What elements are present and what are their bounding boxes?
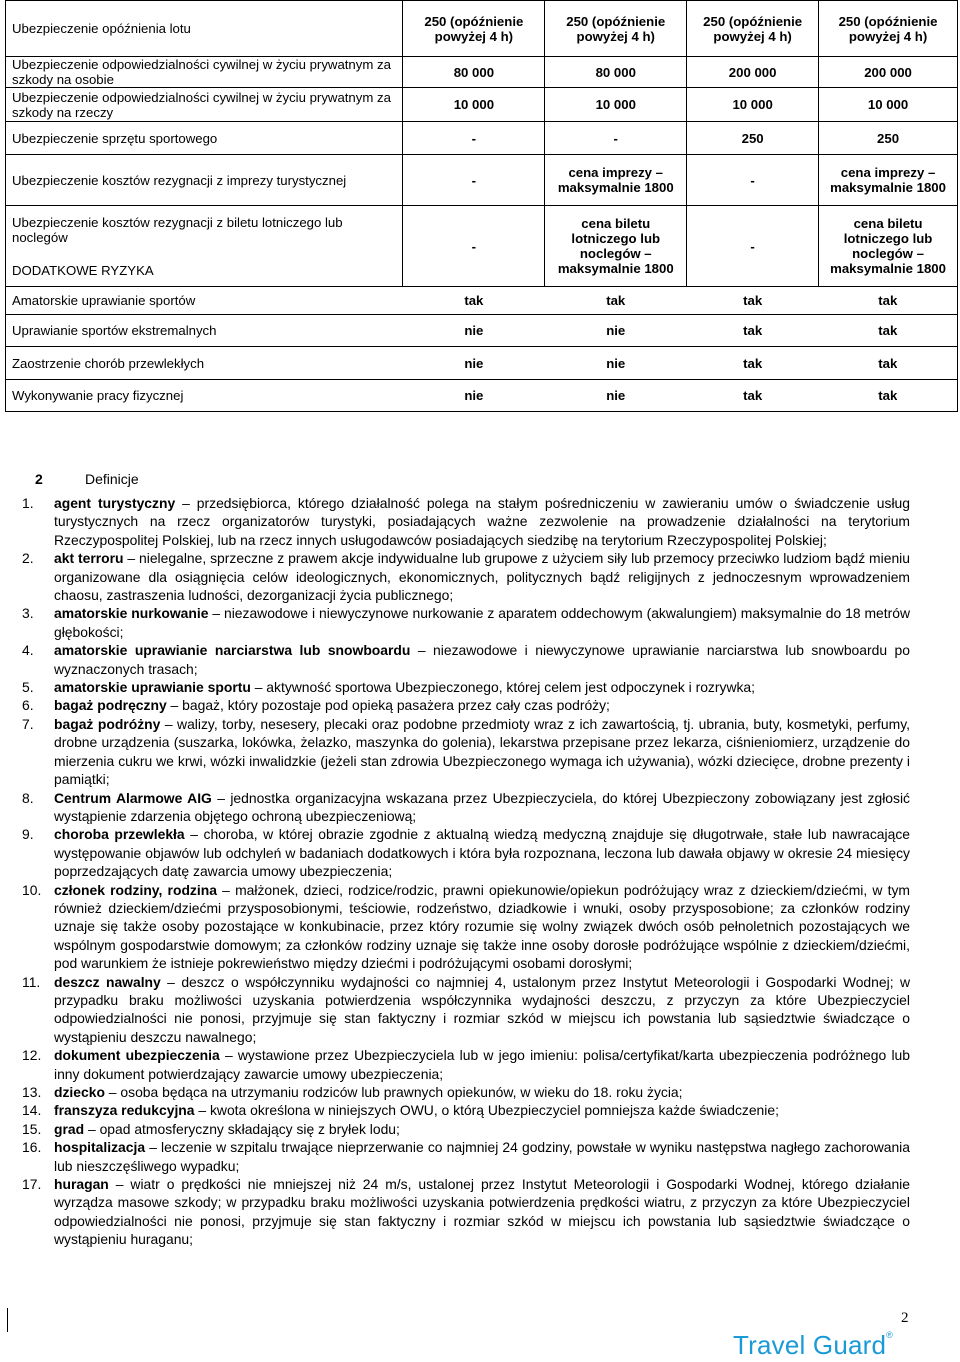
section-label-dodatkowe-ryzyka: DODATKOWE RYZYKA	[12, 262, 154, 278]
definition-term: agent turystyczny	[54, 495, 176, 511]
definition-item: 3. amatorskie nurkowanie – niezawodowe i niewyczynowe nurkowanie z aparatem oddechowym (akwalungiem) maksymalnie do 18 metrów głębokości;	[22, 605, 910, 640]
definition-number: 13.	[22, 1084, 42, 1100]
definition-item: 8. Centrum Alarmowe AIG – jednostka organizacyjna wskazana przez Ubezpieczyciela, do której Ubezpieczony zobowiązany jest zgłosić wystąpienie zdarzenia objętego ochroną ubezpieczeniową;	[22, 789, 911, 824]
cell-value: -	[687, 155, 819, 206]
definition-number: 5.	[22, 679, 34, 696]
cell-value: nie	[403, 315, 545, 347]
definition-term: dokument ubezpieczenia	[54, 1047, 220, 1064]
definition-item: 5. amatorskie uprawianie sportu – aktywność sportowa Ubezpieczonego, której celem jest odpoczynek i rozrywka;	[22, 679, 756, 696]
definition-term: amatorskie uprawianie sportu	[54, 679, 251, 696]
definition-number: 14.	[22, 1102, 42, 1119]
cell-value: 200 000	[687, 57, 819, 88]
cell-value: 250 (opóźnienie powyżej 4 h)	[687, 1, 819, 57]
section-heading	[35, 471, 139, 487]
table-row	[6, 315, 958, 347]
definition-text: wiatr o prędkości nie mniejszej niż 24 m/s, ustalonej przez Instytut Meteorologii i Gospodarki Wodnej, którego działanie wyrządza masowe szkody; w przypadku braku możliwości uzyskania potwierdzenia prędkości wiatru, z przyczyn za które Ubezpieczyciel odpowiedzialności nie ponosi, przyjmuje się stan faktyczny i rozmiar szkód w miejscu ich powstania lub sąsiedztwie świadczące o wystąpieniu huraganu;	[54, 1176, 910, 1248]
table-row	[6, 380, 958, 412]
definition-term: choroba przewlekła	[54, 826, 185, 843]
definition-number: 4.	[22, 642, 34, 659]
definition-term: franszyza redukcyjna	[54, 1102, 195, 1119]
coverage-table	[5, 0, 958, 412]
cell-value: tak	[687, 287, 819, 315]
cell-value: -	[545, 122, 687, 155]
definition-text: niezawodowe i niewyczynowe uprawianie narciarstwa lub snowboardu po wyznaczonych trasach;	[54, 642, 910, 677]
definition-text: jednostka organizacyjna wskazana przez Ubezpieczyciela, do której Ubezpieczony zobowiązany jest zgłosić wystąpienie zdarzenia objętego ochroną ubezpieczeniową;	[54, 789, 911, 824]
definition-item: 4. amatorskie uprawianie narciarstwa lub snowboardu – niezawodowe i niewyczynowe uprawianie narciarstwa lub snowboardu po wyznaczonych trasach;	[22, 642, 910, 677]
cell-value: tak	[819, 347, 958, 380]
definition-term: dziecko	[54, 1084, 105, 1100]
cell-value: nie	[545, 380, 687, 412]
definition-text: opad atmosferyczny składający się z bryłek lodu;	[99, 1120, 400, 1137]
definition-text: leczenie w szpitalu trwające nieprzerwanie co najmniej 24 godziny, powstałe w wyniku następstwa nagłego zachorowania lub nieszczęśliwego wypadku;	[54, 1139, 910, 1174]
definition-number: 6.	[22, 697, 34, 714]
cell-value: tak	[545, 287, 687, 315]
cell-value: cena biletu lotniczego lub noclegów – maksymalnie 1800	[819, 206, 958, 287]
definition-term: Centrum Alarmowe AIG	[54, 789, 212, 806]
definition-text: deszcz o współczynniku wydajności co najmniej 4, ustalonym przez Instytut Meteorologii i Gospodarki Wodnej; w przypadku braku możliwości uzyskania potwierdzenia współczynnika wydajności deszczu, z przyczyn za które Ubezpieczyciel odpowiedzialności nie ponosi, przyjmuje się stan faktyczny i rozmiar szkód w miejscu ich powstania lub sąsiedztwie świadczące o wystąpieniu deszczu nawalnego;	[54, 973, 910, 1045]
definition-term: hospitalizacja	[54, 1139, 146, 1156]
definition-term: huragan	[54, 1176, 109, 1193]
definition-text: nielegalne, sprzeczne z prawem akcje indywidualne lub grupowe z użyciem siły lub przemocy przeciwko ludziom bądź mieniu organizowane dla osiągnięcia celów ideologicznych, ekonomicznych, politycznych bądź religijnych z jednoczesnym wprowadzeniem chaosu, zastraszenia ludności, dezorganizacji życia publicznego;	[54, 550, 910, 604]
table-row	[6, 347, 958, 380]
definition-number: 3.	[22, 605, 34, 622]
cell-value: -	[403, 206, 545, 287]
registered-mark: ®	[886, 1330, 894, 1340]
definition-number: 9.	[22, 826, 34, 843]
definition-item: 11. deszcz nawalny – deszcz o współczynniku wydajności co najmniej 4, ustalonym przez Instytut Meteorologii i Gospodarki Wodnej; w przypadku braku możliwości uzyskania potwierdzenia współczynnika wydajności deszczu, z przyczyn za które Ubezpieczyciel odpowiedzialności nie ponosi, przyjmuje się stan faktyczny i rozmiar szkód w miejscu ich powstania lub sąsiedztwie świadczące o wystąpieniu deszczu nawalnego;	[22, 973, 910, 1045]
definition-number: 12.	[22, 1047, 42, 1064]
definition-text: kwota określona w niniejszych OWU, o którą Ubezpieczyciel pomniejsza każde świadczenie;	[209, 1102, 779, 1119]
cell-value: -	[403, 122, 545, 155]
cell-value: tak	[687, 380, 819, 412]
row-label: Ubezpieczenie sprzętu sportowego	[6, 122, 403, 155]
cell-value: 10 000	[403, 88, 545, 122]
page-number: 2	[901, 1310, 909, 1326]
definition-term: członek rodziny, rodzina	[54, 881, 217, 898]
definition-number: 17.	[22, 1176, 42, 1193]
definition-number: 11.	[22, 973, 41, 990]
travel-guard-logo	[733, 1330, 893, 1361]
definitions-list	[10, 494, 910, 1249]
definition-item: 2. akt terroru – nielegalne, sprzeczne z prawem akcje indywidualne lub grupowe z użyciem siły lub przemocy przeciwko ludziom bądź mieniu organizowane dla osiągnięcia celów ideologicznych, ekonomicznych, politycznych bądź religijnych z jednoczesnym wprowadzeniem chaosu, zastraszenia ludności, dezorganizacji życia publicznego;	[22, 550, 910, 604]
definition-item: 17. huragan – wiatr o prędkości nie mniejszej niż 24 m/s, ustalonej przez Instytut Meteorologii i Gospodarki Wodnej, którego działanie wyrządza masowe szkody; w przypadku braku możliwości uzyskania potwierdzenia prędkości wiatru, z przyczyn za które Ubezpieczyciel odpowiedzialności nie ponosi, przyjmuje się stan faktyczny i rozmiar szkód w miejscu ich powstania lub sąsiedztwie świadczące o wystąpieniu huraganu;	[22, 1176, 910, 1248]
definition-item: 12. dokument ubezpieczenia – wystawione przez Ubezpieczyciela lub w jego imieniu: polisa/certyfikat/karta ubezpieczenia podróżnego lub inny dokument potwierdzający zawarcie umowy ubezpieczenia;	[22, 1047, 910, 1082]
cell-value: 200 000	[819, 57, 958, 88]
definition-item: 10. członek rodziny, rodzina – małżonek, dzieci, rodzice/rodzic, prawni opiekunowie/opiekun podróżujący wraz z dzieckiem/dziećmi, w tym również dzieckiem/dziećmi przysposobionymi, teściowie, rodzeństwo, dziadkowie i wnuki, osoby przysposobione; za członków rodziny uznaje się także osoby pozostające w konkubinacie, przez który rozumie się wolny związek dwóch osób pełnoletnich pozostających we wspólnym gospodarstwie domowym; za członków rodziny uznaje się także inne osoby dorosłe podróżujące wspólnie z dzieckiem/dziećmi, pod warunkiem że istnieje pokrewieństwo między dziećmi i podróżującymi osobami dorosłymi;	[22, 881, 911, 972]
table-row	[6, 155, 958, 206]
definition-item: 14. franszyza redukcyjna – kwota określona w niniejszych OWU, o którą Ubezpieczyciel pomniejsza każde świadczenie;	[22, 1102, 779, 1119]
definition-text: małżonek, dzieci, rodzice/rodzic, prawni opiekunowie/opiekun podróżujący wraz z dzieckiem/dziećmi, w tym również dzieckiem/dziećmi przysposobionymi, teściowie, rodzeństwo, dziadkowie i wnuki, osoby przysposobione; za członków rodziny uznaje się także osoby pozostające w konkubinacie, przez który rozumie się wolny związek dwóch osób pełnoletnich pozostających we wspólnym gospodarstwie domowym; za członków rodziny uznaje się także inne osoby dorosłe podróżujące wspólnie z dzieckiem/dziećmi, pod warunkiem że istnieje pokrewieństwo między dziećmi i podróżującymi osobami dorosłymi;	[54, 881, 911, 972]
definition-text: walizy, torby, nesesery, plecaki oraz podobne przedmioty wraz z ich zawartością, tj. ubrania, buty, kosmetyki, perfumy, drobne urządzenia (suszarka, lokówka, żelazko, maszynka do golenia), lekarstwa przepisane przez lekarza, ciśnieniomierz, urządzenie do mierzenia cukru we krwi, wózki inwalidzkie (jeżeli stan zdrowia Ubezpieczonego wymaga ich używania), wózki dziecięce, drobne prezenty i pamiątki;	[54, 715, 910, 788]
cell-value: nie	[545, 315, 687, 347]
section-number: 2	[35, 471, 43, 487]
cell-value: 250 (opóźnienie powyżej 4 h)	[403, 1, 545, 57]
definition-text: niezawodowe i niewyczynowe nurkowanie z aparatem oddechowym (akwalungiem) maksymalnie do 18 metrów głębokości;	[54, 605, 910, 640]
definition-number: 8.	[22, 789, 34, 806]
cell-value: 250 (opóźnienie powyżej 4 h)	[819, 1, 958, 57]
definition-term: bagaż podręczny	[54, 697, 167, 714]
definition-number: 7.	[22, 715, 34, 732]
definition-term: bagaż podróżny	[54, 715, 161, 732]
cell-value: tak	[687, 315, 819, 347]
table-row	[6, 206, 958, 287]
definition-number: 2.	[22, 550, 34, 567]
definition-number: 15.	[22, 1120, 42, 1137]
definition-text: choroba, w której obrazie zgodnie z aktualną wiedzą medyczną znajduje się długotrwałe, stałe lub nawracające występowanie objawów lub odchyleń w badaniach dodatkowych i która była rozpoznana, leczona lub dawała objawy w okresie 24 miesięcy poprzedzających datę zawarcia umowy ubezpieczenia;	[54, 826, 910, 880]
definition-text: wystawione przez Ubezpieczyciela lub w jego imieniu: polisa/certyfikat/karta ubezpieczenia podróżnego lub inny dokument potwierdzający zawarcie umowy ubezpieczenia;	[54, 1047, 910, 1082]
definition-item: 7. bagaż podróżny – walizy, torby, nesesery, plecaki oraz podobne przedmioty wraz z ich zawartością, tj. ubrania, buty, kosmetyki, perfumy, drobne urządzenia (suszarka, lokówka, żelazko, maszynka do golenia), lekarstwa przepisane przez lekarza, ciśnieniomierz, urządzenie do mierzenia cukru we krwi, wózki inwalidzkie (jeżeli stan zdrowia Ubezpieczonego wymaga ich używania), wózki dziecięce, drobne prezenty i pamiątki;	[22, 715, 910, 788]
definition-term: deszcz nawalny	[54, 973, 161, 990]
cell-value: tak	[687, 347, 819, 380]
section-title: Definicje	[85, 471, 139, 487]
table-row	[6, 57, 958, 88]
row-label: Ubezpieczenie odpowiedzialności cywilnej w życiu prywatnym za szkody na rzeczy	[6, 88, 403, 122]
definition-term: amatorskie nurkowanie	[54, 605, 209, 622]
cell-value: tak	[819, 287, 958, 315]
definition-term: akt terroru	[54, 550, 124, 567]
definition-item: 1. agent turystyczny – przedsiębiorca, którego działalność polega na stałym pośredniczeniu w zawieraniu umów o świadczenie usług turystycznych na rzecz organizatorów turystyki, posiadających ważne zezwolenie na prowadzenie działalności na terytorium Rzeczypospolitej Polskiej, lub na rzecz innych usługodawców posiadających siedzibę na terytorium Rzeczypospolitej Polskiej;	[22, 495, 911, 548]
table-row	[6, 88, 958, 122]
definition-text: osoba będąca na utrzymaniu rodziców lub prawnych opiekunów, w wieku do 18. roku życia;	[120, 1084, 683, 1100]
definition-number: 16.	[22, 1139, 42, 1156]
definition-text: przedsiębiorca, którego działalność polega na stałym pośredniczeniu w zawieraniu umów o świadczenie usług turystycznych na rzecz organizatorów turystyki, posiadających ważne zezwolenie na prowadzenie działalności na terytorium Rzeczypospolitej Polskiej, lub na rzecz innych usługodawców posiadających siedzibę na terytorium Rzeczypospolitej Polskiej;	[54, 495, 911, 548]
row-label: Uprawianie sportów ekstremalnych	[6, 315, 403, 347]
table-row	[6, 1, 958, 57]
cell-value: cena imprezy – maksymalnie 1800	[545, 155, 687, 206]
definition-item: 6. bagaż podręczny – bagaż, który pozostaje pod opieką pasażera przez cały czas podróży;	[22, 697, 610, 714]
cell-value: 250	[819, 122, 958, 155]
cell-value: tak	[403, 287, 545, 315]
definition-item: 9. choroba przewlekła – choroba, w której obrazie zgodnie z aktualną wiedzą medyczną znajduje się długotrwałe, stałe lub nawracające występowanie objawów lub odchyleń w badaniach dodatkowych i która była rozpoznana, leczona lub dawała objawy w okresie 24 miesięcy poprzedzających datę zawarcia umowy ubezpieczenia;	[22, 826, 910, 880]
cell-value: cena imprezy – maksymalnie 1800	[819, 155, 958, 206]
cell-value: tak	[819, 315, 958, 347]
cell-value: tak	[819, 380, 958, 412]
row-label: Ubezpieczenie kosztów rezygnacji z imprezy turystycznej	[6, 155, 403, 206]
table-row	[6, 122, 958, 155]
cell-value: 80 000	[403, 57, 545, 88]
row-label	[6, 206, 403, 287]
definition-term: amatorskie uprawianie narciarstwa lub snowboardu	[54, 642, 411, 659]
cell-value: cena biletu lotniczego lub noclegów – maksymalnie 1800	[545, 206, 687, 287]
cell-value: nie	[403, 380, 545, 412]
definition-item: 16. hospitalizacja – leczenie w szpitalu trwające nieprzerwanie co najmniej 24 godziny, powstałe w wyniku następstwa nagłego zachorowania lub nieszczęśliwego wypadku;	[22, 1139, 910, 1174]
row-label-text: Ubezpieczenie kosztów rezygnacji z biletu lotniczego lub noclegów	[12, 214, 343, 245]
definition-number: 1.	[22, 495, 34, 511]
definition-item: 15. grad – opad atmosferyczny składający się z bryłek lodu;	[22, 1120, 400, 1137]
row-label: Ubezpieczenie opóźnienia lotu	[6, 1, 403, 57]
cell-value: nie	[545, 347, 687, 380]
table-row	[6, 287, 958, 315]
cell-value: -	[403, 155, 545, 206]
margin-bar	[7, 1308, 8, 1332]
row-label: Ubezpieczenie odpowiedzialności cywilnej w życiu prywatnym za szkody na osobie	[6, 57, 403, 88]
cell-value: -	[687, 206, 819, 287]
definition-number: 10.	[22, 881, 42, 898]
logo-text: Travel Guard	[733, 1330, 887, 1360]
cell-value: 250	[687, 122, 819, 155]
definition-text: bagaż, który pozostaje pod opieką pasażera przez cały czas podróży;	[182, 697, 610, 714]
definition-text: aktywność sportowa Ubezpieczonego, której celem jest odpoczynek i rozrywka;	[266, 679, 756, 696]
row-label: Amatorskie uprawianie sportów	[6, 287, 403, 315]
cell-value: 10 000	[687, 88, 819, 122]
row-label: Zaostrzenie chorób przewlekłych	[6, 347, 403, 380]
cell-value: 10 000	[545, 88, 687, 122]
definition-item: 13. dziecko – osoba będąca na utrzymaniu rodziców lub prawnych opiekunów, w wieku do 18. roku życia;	[22, 1084, 683, 1100]
definition-term: grad	[54, 1120, 85, 1137]
cell-value: 80 000	[545, 57, 687, 88]
row-label: Wykonywanie pracy fizycznej	[6, 380, 403, 412]
cell-value: 10 000	[819, 88, 958, 122]
cell-value: nie	[403, 347, 545, 380]
cell-value: 250 (opóźnienie powyżej 4 h)	[545, 1, 687, 57]
